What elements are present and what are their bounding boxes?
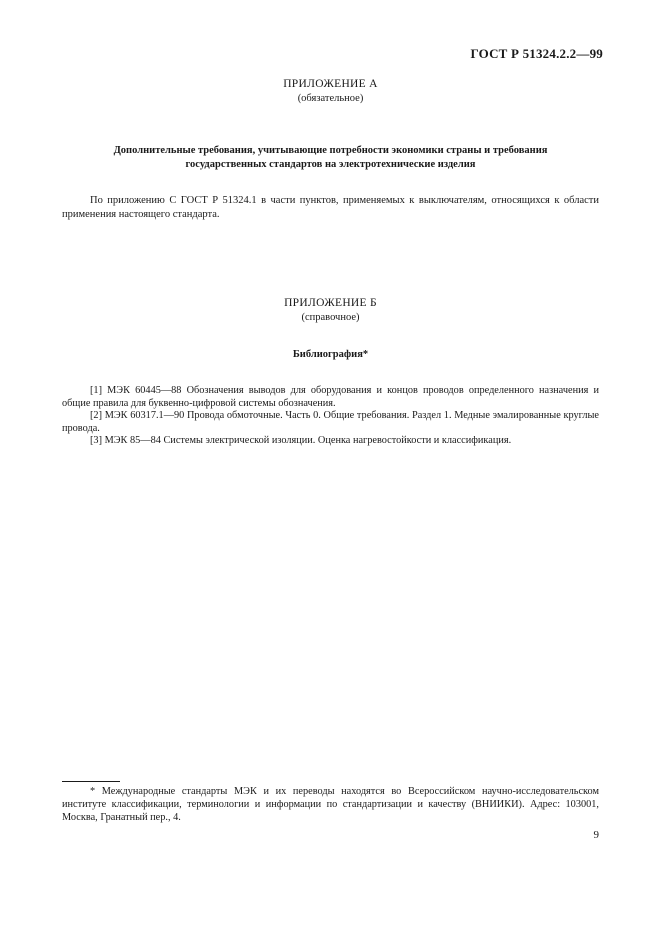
appendix-a-heading: [62, 144, 599, 172]
appendix-a-status: (обязательное): [297, 93, 364, 104]
reference-item-3: [3] МЭК 85—84 Системы электрической изоляции. Оценка нагревостойкости и классификация.: [90, 435, 512, 446]
footnote-separator: [62, 781, 120, 782]
page-number: 9: [593, 829, 599, 841]
bibliography-heading: Библиография*: [292, 349, 369, 360]
appendix-a-heading-line2: государственных стандартов на электротехнические изделия: [185, 159, 476, 170]
document-code: ГОСТ Р 51324.2.2—99: [470, 46, 603, 61]
appendix-a-heading-line1: Дополнительные требования, учитывающие потребности экономики страны и требования: [113, 145, 548, 156]
appendix-b-status: (справочное): [301, 312, 360, 323]
reference-item-2: [2] МЭК 60317.1—90 Провода обмоточные. Часть 0. Общие требования. Раздел 1. Медные эмалированные круглые провода.: [62, 410, 599, 434]
appendix-a-body: По приложению С ГОСТ Р 51324.1 в части пунктов, применяемых к выключателям, относящихся к области применения настоящего стандарта.: [62, 195, 599, 220]
footnote: * Международные стандарты МЭК и их переводы находятся во Всероссийском научно-исследовательском институте классификации, терминологии и информации по стандартизации и качеству (ВНИИКИ). Адрес: 103001, Москва, Гранатный пер., 4.: [62, 786, 599, 823]
appendix-b-title: ПРИЛОЖЕНИЕ Б: [284, 297, 377, 309]
reference-item-1: [1] МЭК 60445—88 Обозначения выводов для оборудования и концов проводов определенного назначения и общие правила для буквенно-цифровой системы обозначения.: [62, 385, 599, 409]
appendix-a-title: ПРИЛОЖЕНИЕ А: [283, 78, 378, 90]
